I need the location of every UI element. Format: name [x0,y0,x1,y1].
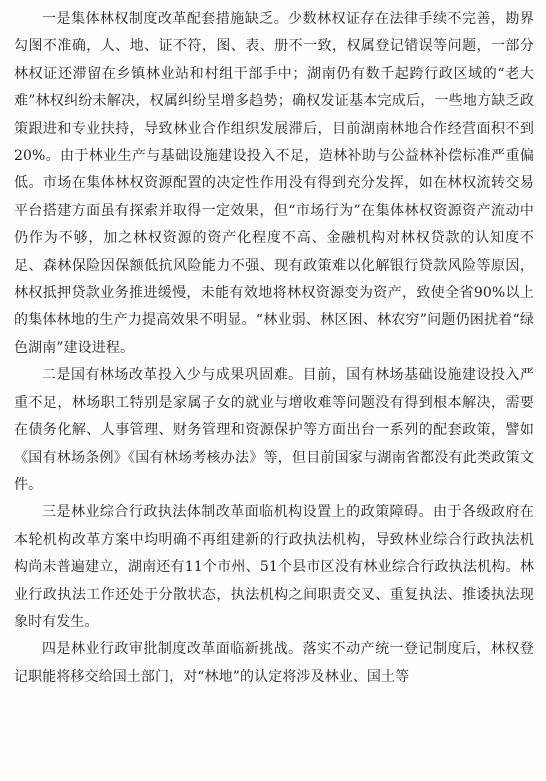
paragraph-2: 二是国有林场改革投入少与成果巩固难。目前，国有林场基础设施建设投入严重不足，林场职工特别是家属子女的就业与增收难等问题没有得到根本解决，需要在债务化解、人事管理、财务管理和资源保护等方面出台一系列的配套政策，譬如《国有林场条例》《国有林场考核办法》等，但目前国家与湖南省都没有此类政策文件。 [14,367,534,493]
paragraph-3: 三是林业综合行政执法体制改革面临机构设置上的政策障碍。由于各级政府在本轮机构改革方案中均明确不再组建新的行政执法机构，导致林业综合行政执法机构尚未普遍建立，湖南还有11个市州、51个县市区没有林业综合行政执法机构。林业行政执法工作还处于分散状态，执法机构之间职责交叉、重复执法、推诿执法现象时有发生。 [14,504,534,630]
paragraph-1: 一是集体林权制度改革配套措施缺乏。少数林权证存在法律手续不完善，勘界勾图不准确，人、地、证不符，图、表、册不一致，权属登记错误等问题，一部分林权证还滞留在乡镇林业站和村组干部手中；湖南仍有数千起跨行政区域的“老大难”林权纠纷未解决，权属纠纷呈增多趋势；确权发证基本完成后，一些地方缺乏政策跟进和专业扶持，导致林业合作组织发展滞后，目前湖南林地合作经营面积不到20%。由于林业生产与基础设施建设投入不足，造林补助与公益林补偿标准严重偏低。市场在集体林权资源配置的决定性作用没有得到充分发挥，如在林权流转交易平台搭建方面虽有探索并取得一定效果，但“市场行为”在集体林权资源资产流动中仍作为不够，加之林权资源的资产化程度不高、金融机构对林权贷款的认知度不足、森林保险因保额低抗风险能力不强、现有政策难以化解银行贷款风险等原因，林权抵押贷款业务推进缓慢，未能有效地将林权资源变为资产，致使全省90%以上的集体林地的生产力提高效果不明显。“林业弱、林区困、林农穷”问题仍困扰着“绿色湖南”建设进程。 [14,11,534,356]
paragraph-4: 四是林业行政审批制度改革面临新挑战。落实不动产统一登记制度后，林权登记职能将移交给国土部门，对“林地”的认定将涉及林业、国土等 [14,641,534,685]
